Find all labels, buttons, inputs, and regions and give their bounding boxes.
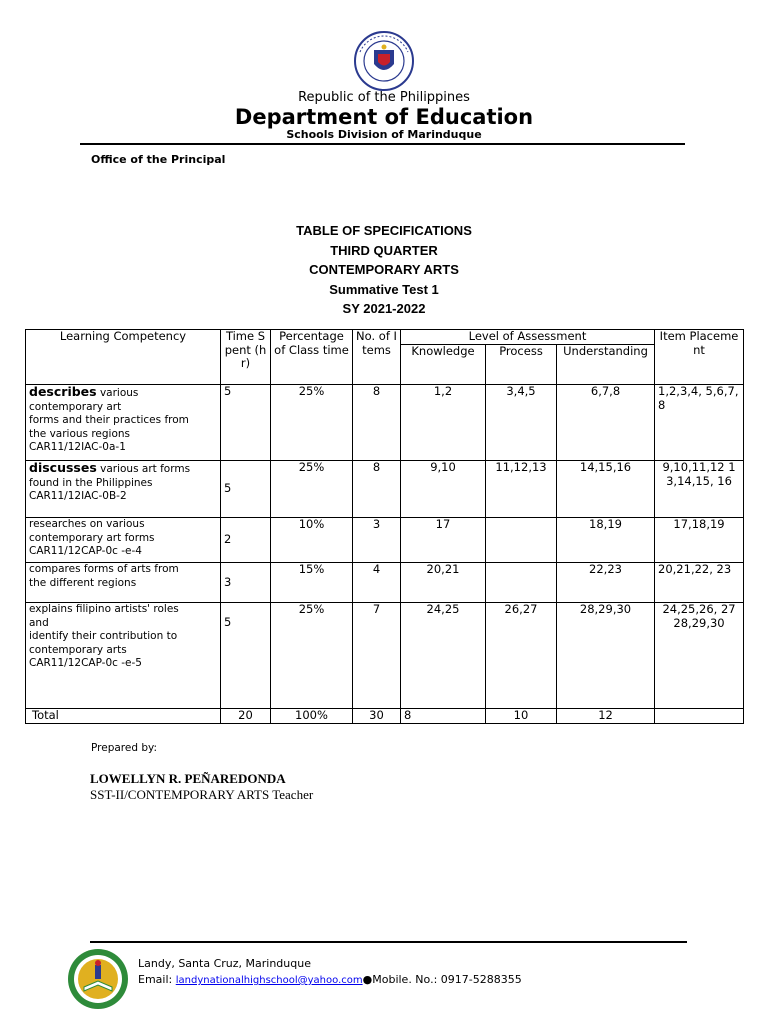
knowledge-cell: 20,21 [401, 563, 486, 603]
email-label: Email: [138, 973, 176, 986]
total-label: Total [26, 709, 221, 724]
prepared-by-label: Prepared by: [91, 742, 157, 754]
deped-seal-logo [348, 30, 420, 92]
understanding-cell: 22,23 [557, 563, 655, 603]
time-cell [221, 603, 271, 709]
teacher-position: SST-II/CONTEMPORARY ARTS Teacher [90, 787, 314, 802]
percentage-cell: 25% [271, 603, 353, 709]
competency-text: explains filipino artists' roles [29, 603, 179, 615]
competency-verb: describes [29, 384, 97, 399]
competency-text: various [99, 387, 139, 399]
understanding-cell: 6,7,8 [557, 385, 655, 461]
total-understanding: 12 [557, 709, 655, 724]
items-cell: 8 [353, 385, 401, 461]
process-cell: 3,4,5 [486, 385, 557, 461]
header-level: Level of Assessment [401, 330, 655, 345]
competency-text: various art forms [100, 463, 191, 475]
competency-cell [26, 518, 221, 563]
process-cell: 26,27 [486, 603, 557, 709]
contact-line [138, 973, 522, 986]
department-title: Department of Education [234, 105, 534, 129]
title-line-1: TABLE OF SPECIFICATIONS [296, 223, 472, 238]
email-link[interactable]: landynationalhighschool@yahoo.com [175, 975, 363, 986]
total-items: 30 [353, 709, 401, 724]
knowledge-cell: 9,10 [401, 461, 486, 518]
header-row [26, 330, 744, 345]
understanding-cell: 14,15,16 [557, 461, 655, 518]
total-knowledge: 8 [401, 709, 486, 724]
title-line-4: Summative Test 1 [329, 281, 439, 297]
competency-text: researches on various [29, 518, 145, 530]
title-line-3: CONTEMPORARY ARTS [309, 262, 459, 277]
time-cell: 5 [221, 385, 271, 461]
office-label: Office of the Principal [91, 153, 226, 166]
header-time: Time Spent (hr) [221, 330, 271, 385]
time-value: 5 [224, 615, 232, 629]
competency-cell [26, 603, 221, 709]
percentage-cell: 15% [271, 563, 353, 603]
process-cell [486, 518, 557, 563]
items-cell: 3 [353, 518, 401, 563]
header-process: Process [486, 345, 557, 385]
header-divider [80, 143, 685, 145]
competency-line: the different regions [29, 576, 137, 589]
knowledge-cell: 1,2 [401, 385, 486, 461]
competency-code: CAR11/12CAP-0c -e-4 [29, 545, 142, 557]
total-placement [655, 709, 744, 724]
process-cell [486, 563, 557, 603]
time-cell: 2 [221, 518, 271, 563]
competency-line: contemporary art [29, 400, 122, 413]
placement-cell: 24,25,26, 27 28,29,30 [655, 603, 744, 709]
competency-line: and [29, 616, 49, 629]
division-label: Schools Division of Marinduque [286, 128, 482, 141]
competency-line: identify their contribution to [29, 630, 178, 642]
items-cell: 8 [353, 461, 401, 518]
placement-cell: 17,18,19 [655, 518, 744, 563]
header-understanding: Understanding [557, 345, 655, 385]
title-line-5: SY 2021-2022 [342, 301, 426, 316]
percentage-cell: 10% [271, 518, 353, 563]
total-percentage: 100% [271, 709, 353, 724]
percentage-cell: 25% [271, 461, 353, 518]
competency-code: CAR11/12IAC-0B-2 [29, 490, 127, 502]
total-process: 10 [486, 709, 557, 724]
competency-code: CAR11/12CAP-0c -e-5 [29, 657, 142, 669]
competency-line: found in the Philippines [29, 476, 153, 489]
table-row [26, 518, 744, 563]
percentage-cell: 25% [271, 385, 353, 461]
competency-code: CAR11/12IAC-0a-1 [29, 441, 126, 453]
footer-divider [90, 941, 687, 943]
header-items: No. of Items [353, 330, 401, 385]
header-placement: Item Placement [655, 330, 744, 385]
table-row [26, 385, 744, 461]
school-address: Landy, Santa Cruz, Marinduque [138, 957, 311, 970]
competency-cell [26, 563, 221, 603]
table-row [26, 603, 744, 709]
school-logo [66, 947, 130, 1011]
republic-label: Republic of the Philippines [298, 90, 470, 105]
mobile-number: Mobile. No.: 0917-5288355 [372, 973, 522, 986]
bullet-separator: ● [362, 973, 373, 986]
time-cell: 3 [221, 563, 271, 603]
header-competency: Learning Competency [26, 330, 221, 385]
competency-verb: discusses [29, 460, 97, 475]
placement-cell: 9,10,11,12 13,14,15, 16 [655, 461, 744, 518]
total-row [26, 709, 744, 724]
competency-line: contemporary arts [29, 643, 127, 656]
understanding-cell: 18,19 [557, 518, 655, 563]
competency-cell [26, 461, 221, 518]
time-cell: 5 [221, 461, 271, 518]
items-cell: 7 [353, 603, 401, 709]
items-cell: 4 [353, 563, 401, 603]
header-percentage: Percentage of Class time [271, 330, 353, 385]
total-time: 20 [221, 709, 271, 724]
competency-line: the various regions [29, 427, 131, 440]
specifications-table [25, 329, 744, 724]
document-titles [0, 221, 768, 319]
table-row [26, 563, 744, 603]
competency-cell [26, 385, 221, 461]
teacher-name: LOWELLYN R. PEÑAREDONDA [90, 771, 286, 786]
competency-line: contemporary art forms [29, 531, 155, 544]
placement-cell: 1,2,3,4, 5,6,7,8 [655, 385, 744, 461]
understanding-cell: 28,29,30 [557, 603, 655, 709]
title-line-2: THIRD QUARTER [330, 242, 438, 258]
placement-cell: 20,21,22, 23 [655, 563, 744, 603]
competency-text: compares forms of arts from [29, 563, 179, 575]
knowledge-cell: 17 [401, 518, 486, 563]
table-row [26, 461, 744, 518]
knowledge-cell: 24,25 [401, 603, 486, 709]
header-knowledge: Knowledge [401, 345, 486, 385]
competency-line: forms and their practices from [29, 414, 189, 426]
process-cell: 11,12,13 [486, 461, 557, 518]
